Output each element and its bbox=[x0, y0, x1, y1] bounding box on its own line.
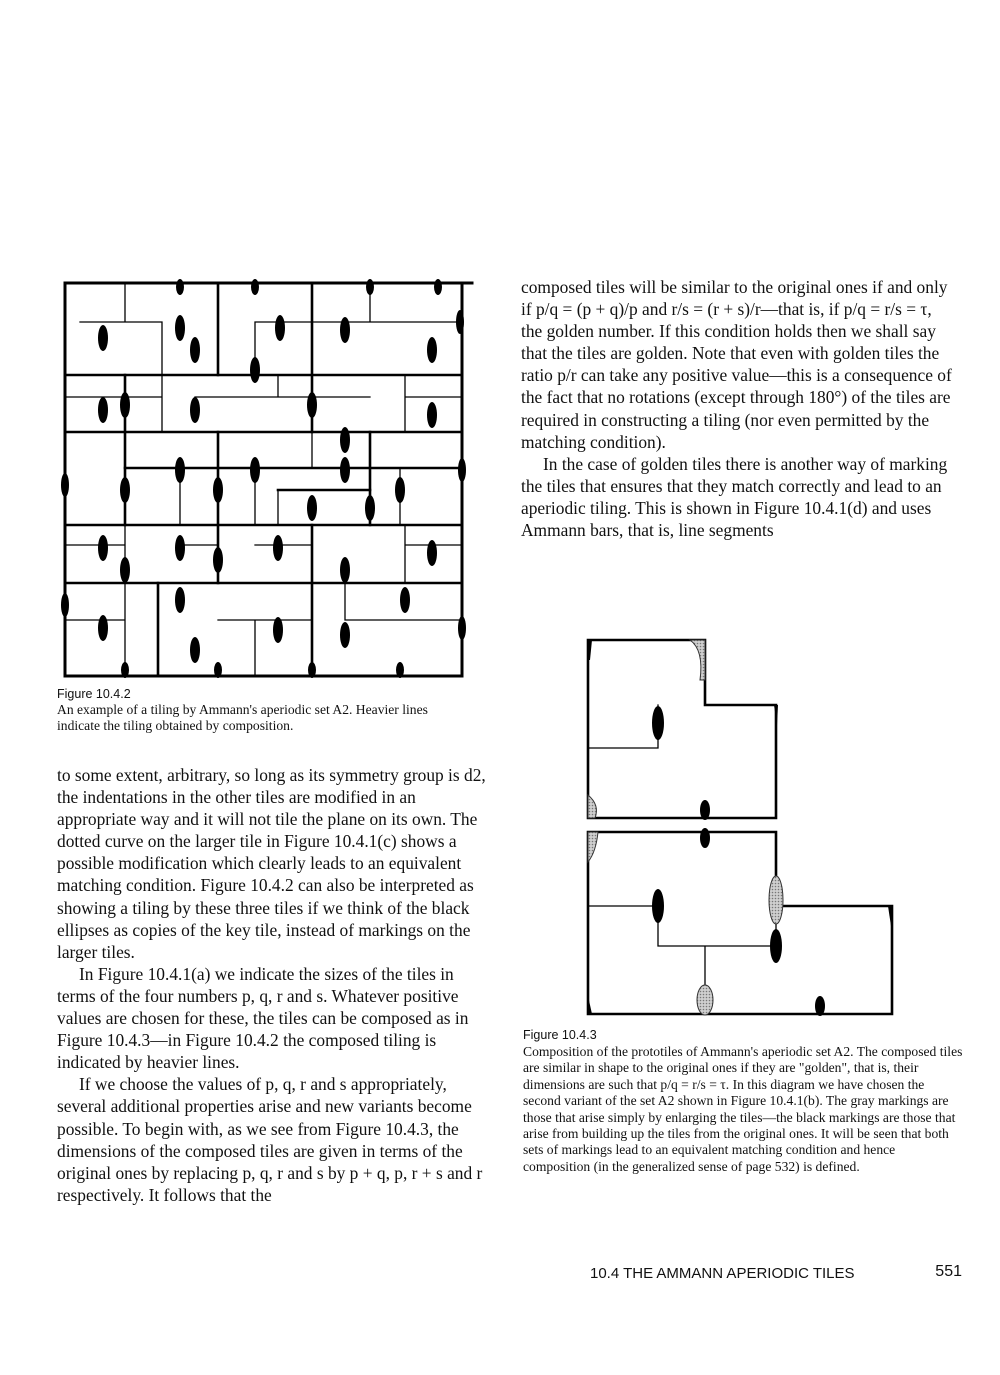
figure-10-4-2-caption: An example of a tiling by Ammann's aperiodic set A2. Heavier lines indicate the tiling obtained by composition. bbox=[57, 702, 428, 734]
figure-10-4-3-composition bbox=[580, 632, 900, 1024]
page-number: 551 bbox=[935, 1263, 962, 1280]
figure-10-4-2-label: Figure 10.4.2 bbox=[57, 687, 131, 701]
right-paragraph-1: composed tiles will be similar to the original ones if and only if p/q = (p + q)/p and r/s = (r + s)/r—that is, if p/q = r/s = τ, the golden number. If this condition holds then we shall say that the tiles are golden. Note that even with golden tiles the ratio p/r can take any positive value—this is a consequence of the fact that no rotations (except through 180°) of the tiles are required in constructing a tiling (nor even permitted by the matching condition). bbox=[521, 277, 952, 452]
figure-10-4-3-caption: Composition of the prototiles of Ammann's aperiodic set A2. The composed tiles are similar in shape to the original ones if they are "golden", that is, their dimensions are such that p/q = r/s = τ. In this diagram we have chosen the second variant of the set A2 shown in Figure 10.4.1(b). The gray markings are those that arise simply by enlarging the tiles—the black markings are those that arise from building up the tiles from the original ones. It will be seen that both sets of markings lead to an equivalent matching condition and hence composition (in the generalized sense of page 532) is defined. bbox=[523, 1044, 963, 1174]
left-paragraph-3: If we choose the values of p, q, r and s appropriately, several additional properties arise and new variants become possible. To begin with, as we see from Figure 10.4.3, the dimensions of the composed tiles are given in terms of the original ones by replacing p, q, r and s by p + q, p, r + s and r respectively. It follows that the bbox=[57, 1074, 483, 1205]
right-column-text bbox=[521, 276, 953, 541]
left-column-text bbox=[57, 764, 489, 1206]
left-paragraph-2: In Figure 10.4.1(a) we indicate the sizes of the tiles in terms of the four numbers p, q, r and s. Whatever positive values are chosen for these, the tiles can be composed as in Figure 10.4.3—in Figure 10.4.2 the composed tiling is indicated by heavier lines. bbox=[57, 963, 469, 1073]
right-paragraph-2: In the case of golden tiles there is another way of marking the tiles that ensures that they match correctly and lead to an aperiodic tiling. This is shown in Figure 10.4.1(d) and uses Ammann bars, that is, line segments bbox=[521, 453, 948, 541]
left-paragraph-1: to some extent, arbitrary, so long as its symmetry group is d2, the indentations in the other tiles are modified in an appropriate way and it will not tile the plane on its own. The dotted curve on the larger tile in Figure 10.4.1(c) shows a possible modification which clearly leads to an equivalent matching condition. Figure 10.4.2 can also be interpreted as showing a tiling by these three tiles if we think of the black ellipses as copies of the key tile, instead of markings on the larger tiles. bbox=[57, 765, 486, 962]
figure-10-4-2-tiling bbox=[55, 275, 480, 680]
figure-10-4-3-label: Figure 10.4.3 bbox=[523, 1028, 597, 1042]
section-title: 10.4 THE AMMANN APERIODIC TILES bbox=[590, 1265, 855, 1282]
